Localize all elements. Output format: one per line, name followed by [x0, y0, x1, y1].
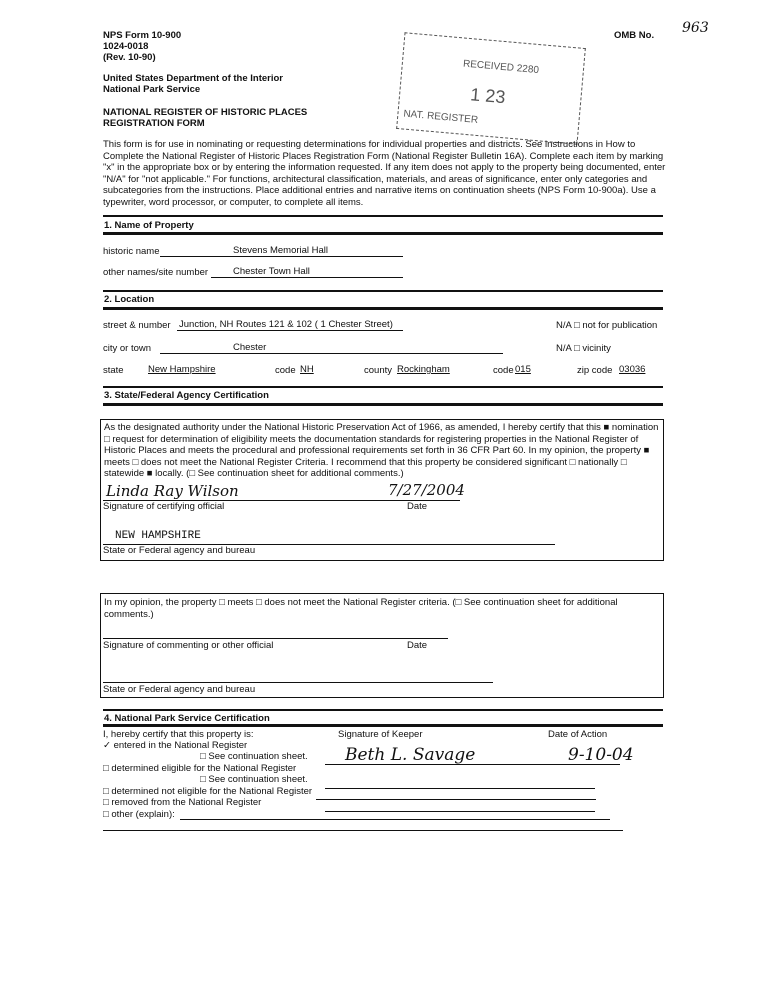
form-number: NPS Form 10-900: [103, 30, 182, 41]
vicinity: N/A □ vicinity: [556, 343, 611, 354]
city-value: Chester: [233, 342, 267, 353]
certification-text: As the designated authority under the National Historic Preservation Act of 1966, as amended, I hereby certify that this ■ nomination □ request for determination of eligibility meets the documentation standards for registering properties in the National Register of Historic Places and meets the procedural and professional requirements set forth in 36 CFR Part 60. In my opinion, the property ■ meets □ does not meet the National Register Criteria. I recommend that this property be considered significant □ nationally □ statewide ■ locally. (□ See continuation sheet for additional comments.): [104, 422, 659, 479]
comment-agency-label: State or Federal agency and bureau: [103, 684, 256, 695]
code-value: NH: [300, 364, 314, 375]
zip-value: 03036: [619, 364, 646, 375]
section4-heading: 4. National Park Service Certification: [104, 713, 270, 724]
section1-heading: 1. Name of Property: [104, 220, 194, 231]
instructions: This form is for use in nominating or requesting determinations for individual properties and districts. See instructions in How to Complete the National Register of Historic Places Registration Form (National Register Bulletin 16A). Complete each item by marking "x" in the appropriate box or by entering the information requested. If any item does not apply to the property being documented, enter "N/A" for "not applicable." For functions, architectural classification, materials, and areas of significance, enter only categories and subcategories from the instructions. Place additional entries and narrative items on continuation sheets (NPS Form 10-900a). Use a typewriter, word processor, or computer, to complete all items.: [103, 139, 666, 208]
county-label: county: [364, 365, 392, 376]
stamp-org: NAT. REGISTER: [402, 108, 479, 126]
received-stamp: [396, 32, 586, 144]
status-see-sheet-1: □ See continuation sheet.: [200, 751, 308, 762]
date-of-action: 9-10-04: [568, 745, 634, 765]
department: United States Department of the Interior: [103, 73, 283, 84]
agency-label: State or Federal agency and bureau: [103, 545, 256, 556]
certifying-official-label: Signature of certifying official: [103, 501, 225, 512]
state-value: New Hampshire: [148, 364, 216, 375]
handwritten-number: 963: [682, 20, 709, 36]
county-code-label: code: [493, 365, 514, 376]
form-subtitle: REGISTRATION FORM: [103, 118, 205, 129]
comment-text: In my opinion, the property □ meets □ does not meet the National Register criteria. (□ See continuation sheet for additional comments.): [104, 597, 618, 620]
status-removed: □ removed from the National Register: [103, 797, 262, 808]
historic-name-value: Stevens Memorial Hall: [233, 245, 329, 256]
date-label: Date: [407, 501, 428, 512]
city-label: city or town: [103, 343, 152, 354]
date-of-action-label: Date of Action: [548, 729, 608, 740]
other-names-label: other names/site number: [103, 267, 209, 278]
comment-date-label: Date: [407, 640, 428, 651]
status-entered: ✓ entered in the National Register: [103, 740, 248, 751]
keeper-intro: I, hereby certify that this property is:: [103, 729, 254, 740]
revision: (Rev. 10-90): [103, 52, 156, 63]
stamp-text: RECEIVED 2280: [462, 58, 540, 77]
keeper-signature: Beth L. Savage: [345, 745, 476, 765]
street-label: street & number: [103, 320, 171, 331]
commenting-official-label: Signature of commenting or other official: [103, 640, 274, 651]
keeper-label: Signature of Keeper: [338, 729, 423, 740]
omb-label: OMB No.: [614, 30, 655, 41]
county-code-value: 015: [515, 364, 531, 375]
status-eligible: □ determined eligible for the National Register: [103, 763, 297, 774]
form-title: NATIONAL REGISTER OF HISTORIC PLACES: [103, 107, 308, 118]
not-for-publication: N/A □ not for publication: [556, 320, 658, 331]
status-see-sheet-2: □ See continuation sheet.: [200, 774, 308, 785]
county-value: Rockingham: [397, 364, 450, 375]
certification-date: 7/27/2004: [388, 481, 465, 499]
historic-name-label: historic name: [103, 246, 160, 257]
section3-heading: 3. State/Federal Agency Certification: [104, 390, 269, 401]
omb-code: 1024-0018: [103, 41, 149, 52]
agency-value: NEW HAMPSHIRE: [115, 530, 201, 542]
code-label: code: [275, 365, 296, 376]
service: National Park Service: [103, 84, 201, 95]
status-other: □ other (explain):: [103, 809, 175, 820]
section2-heading: 2. Location: [104, 294, 155, 305]
other-names-value: Chester Town Hall: [233, 266, 310, 277]
street-value: Junction, NH Routes 121 & 102 ( 1 Chester Street): [179, 319, 393, 330]
status-not-eligible: □ determined not eligible for the National Register: [103, 786, 313, 797]
stamp-date: 1 23: [469, 84, 507, 108]
state-label: state: [103, 365, 124, 376]
certifying-signature: Linda Ray Wilson: [106, 482, 239, 500]
zip-label: zip code: [577, 365, 613, 376]
